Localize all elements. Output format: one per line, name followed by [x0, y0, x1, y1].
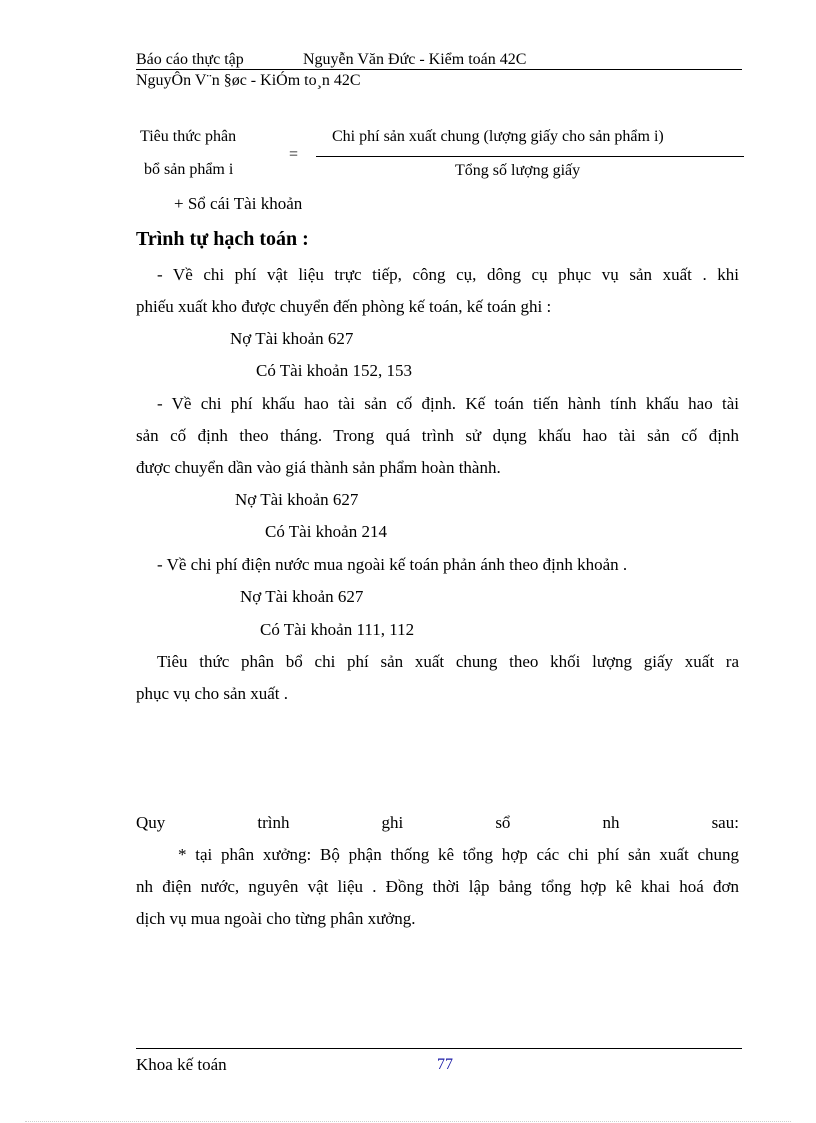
para5-word: sổ: [495, 813, 511, 832]
para2-line3: được chuyển dần vào giá thành sản phẩm hoàn thành.: [136, 458, 501, 477]
formula-numerator: Chi phí sản xuất chung (lượng giấy cho sản phẩm i): [332, 128, 664, 145]
header-right: Nguyễn Văn Đức - Kiểm toán 42C: [303, 51, 527, 68]
para2-line1: - Về chi phí khấu hao tài sản cố định. Kế toán tiến hành tính khấu hao tài: [157, 394, 739, 413]
entry3-debit: Nợ Tài khoản 627: [240, 587, 364, 606]
para2-line2: sản cố định theo tháng. Trong quá trình sử dụng khấu hao tài sản cố định: [136, 426, 739, 445]
entry3-credit: Có Tài khoản 111, 112: [260, 620, 415, 639]
para4-line2: phục vụ cho sản xuất .: [136, 684, 289, 703]
formula-left-line2: bổ sản phẩm i: [144, 161, 234, 178]
formula-denominator: Tổng số lượng giấy: [455, 162, 581, 179]
formula-left-line1: Tiêu thức phân: [140, 128, 237, 145]
entry2-credit: Có Tài khoản 214: [265, 522, 387, 541]
section-heading: Trình tự hạch toán :: [136, 228, 309, 250]
para3-line1: - Về chi phí điện nước mua ngoài kế toán phản ánh theo định khoản .: [157, 555, 628, 574]
para5-word: ghi: [381, 813, 404, 832]
entry2-debit: Nợ Tài khoản 627: [235, 490, 359, 509]
fraction-bar: [316, 156, 744, 157]
para5-word: sau:: [711, 813, 739, 832]
para1-line1: - Về chi phí vật liệu trực tiếp, công cụ, dông cụ phục vụ sản xuất . khi: [157, 265, 739, 284]
para5-line2: * tại phân xưởng: Bộ phận thống kê tổng hợp các chi phí sản xuất chung: [178, 845, 739, 864]
para5-word: trình: [257, 813, 290, 832]
para5-line3: nh điện nước, nguyên vật liệu . Đồng thời lập bảng tổng hợp kê khai hoá đơn: [136, 877, 739, 896]
para5-word: Quy: [136, 813, 166, 832]
page-edge-dotted-line: [25, 1121, 791, 1122]
para5-line1: [136, 813, 739, 833]
para4-line1: Tiêu thức phân bổ chi phí sản xuất chung theo khối lượng giấy xuất ra: [157, 652, 739, 671]
entry1-debit: Nợ Tài khoản 627: [230, 329, 354, 348]
para5-line4: dịch vụ mua ngoài cho từng phân xưởng.: [136, 909, 416, 928]
para5-word: nh: [602, 813, 620, 832]
page-number: 77: [437, 1056, 453, 1073]
footer-rule: [136, 1048, 742, 1049]
header-rule: [136, 69, 742, 70]
footer-left: Khoa kế toán: [136, 1055, 227, 1074]
formula-equals: =: [289, 146, 299, 163]
ledger-item: + Sổ cái Tài khoản: [174, 194, 303, 213]
entry1-credit: Có Tài khoản 152, 153: [256, 361, 412, 380]
header-left: Báo cáo thực tập: [136, 51, 244, 68]
para1-line2: phiếu xuất kho được chuyển đến phòng kế toán, kế toán ghi :: [136, 297, 552, 316]
header-garbled: NguyÔn V¨n §øc - KiÓm to¸n 42C: [136, 72, 361, 89]
